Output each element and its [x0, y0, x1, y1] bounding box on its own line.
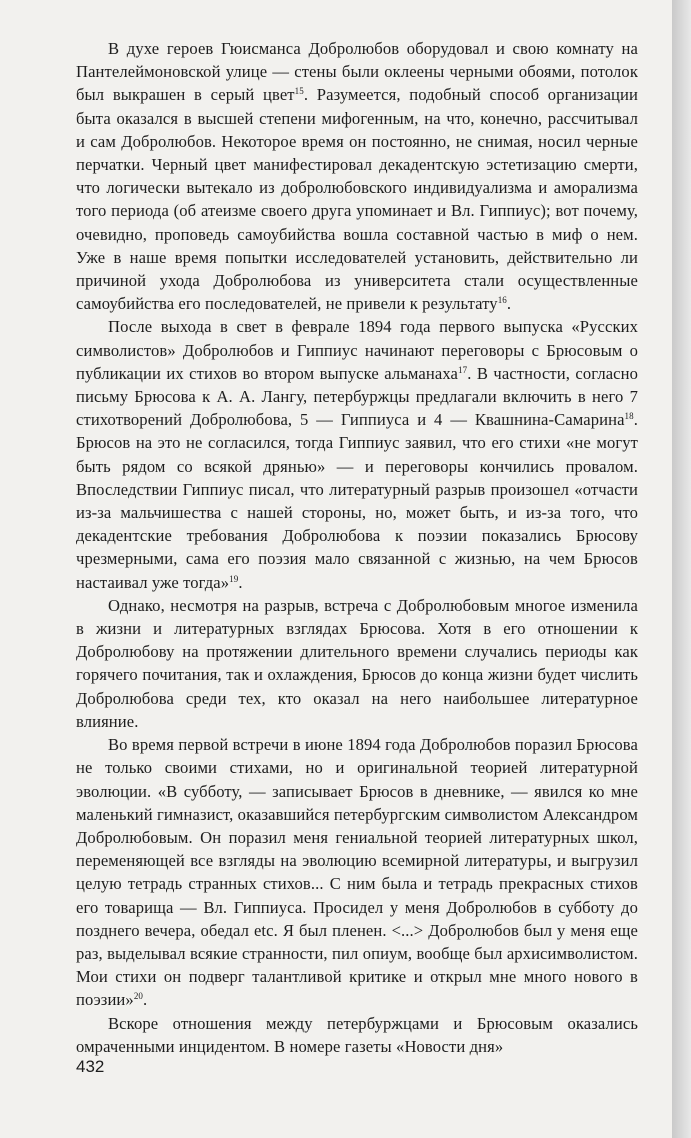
paragraph-5: Вскоре отношения между петербуржцами и Брюсовым оказались омраченными инцидентом. В номере газеты «Новости дня»: [76, 1013, 638, 1056]
paragraph-4: Во время первой встречи в июне 1894 года Добролюбов поразил Брюсова не только своими стихами, но и оригинальной теорией литературной эволюции. «В субботу, — записывает Брюсов в дневнике, — явился ко мне маленький гимназист, оказавшийся петербургским символистом Александром Добролюбовым. Он поразил меня гениальной теорией литературных школ, переменяющей все взгляды на эволюцию всемирной литературы, и выгрузил целую тетрадь странных стихов... С ним была и тетрадь прекрасных стихов его товарища — Вл. Гиппиуса. Просидел у меня Добролюбов в субботу до позднего вечера, обедал etc. Я был пленен. <...> Добролюбов был у меня еще раз, выделывал всякие странности, пил опиум, вообще был архисимволистом. Мои стихи он подверг талантливой критике и открыл мне много нового в поэзии»$^{20}$.: [76, 735, 638, 1010]
footnote-ref-18[interactable]: 18: [624, 411, 634, 422]
footnote-ref-17[interactable]: 17: [457, 364, 468, 375]
paragraph-2: После выхода в свет в феврале 1894 года первого выпуска «Русских символистов» Добролюбов и Гиппиус начинают переговоры с Брюсовым о публикации их стихов во втором выпуске альманаха$^{17}$. В частности, согласно письму Брюсова к А. А. Лангу, петербуржцы предлагали включить в него 7 стихотворений Добролюбова, 5 — Гиппиуса и 4 — Квашнина-Самарина$^{18}$. Брюсов на это не согласился, тогда Гиппиус заявил, что его стихи «не могут быть рядом со всякой дрянью» — и переговоры кончились провалом. Впоследствии Гиппиус писал, что литературный разрыв произошел «отчасти из-за мальчишества с нашей стороны, но, может быть, и из-за того, что декадентские требования Добролюбова к поэзии показались Брюсову чрезмерными, сама его поэзия мало связанной с жизнью, на чем Брюсов настаивал уже тогда»$^{19}$.: [76, 317, 639, 592]
page-number: 432: [76, 1057, 105, 1076]
footnote-ref-16[interactable]: 16: [497, 295, 507, 306]
footnote-ref-15[interactable]: 15: [294, 86, 304, 97]
paragraph-3: Однако, несмотря на разрыв, встреча с Добролюбовым многое изменила в жизни и литературных взглядах Брюсова. Хотя в его отношении к Добролюбову на протяжении длительного времени случались периоды как горячего почитания, так и охлаждения, Брюсов до конца жизни будет числить Добролюбова среди тех, кто оказал на него наибольшее литературное влияние.: [76, 595, 638, 731]
footnote-ref-20[interactable]: 20: [133, 991, 144, 1002]
page-edge-shadow: [672, 0, 691, 1138]
body-text: [76, 37, 638, 1058]
paragraph-1: В духе героев Гюисманса Добролюбов оборудовал и свою комнату на Пантелеймоновской улице — стены были оклеены черными обоями, потолок был выкрашен в серый цвет$^{15}$. Разумеется, подобный способ организации быта оказался в высшей степени мифогенным, на что, конечно, рассчитывал и сам Добролюбов. Некоторое время он постоянно, не снимая, носил черные перчатки. Черный цвет манифестировал декадентскую эстетизацию смерти, что логически вытекало из добролюбовского индивидуализма и аморализма того периода (об атеизме своего друга упоминает и Вл. Гиппиус); вот почему, очевидно, проповедь самоубийства вошла составной частью в миф о нем. Уже в наше время попытки исследователей установить, действительно ли причиной ухода Добролюбова из университета стали осуществленные самоубийства его последователей, не привели к результату$^{16}$.: [76, 39, 638, 314]
footnote-ref-19[interactable]: 19: [229, 573, 239, 584]
